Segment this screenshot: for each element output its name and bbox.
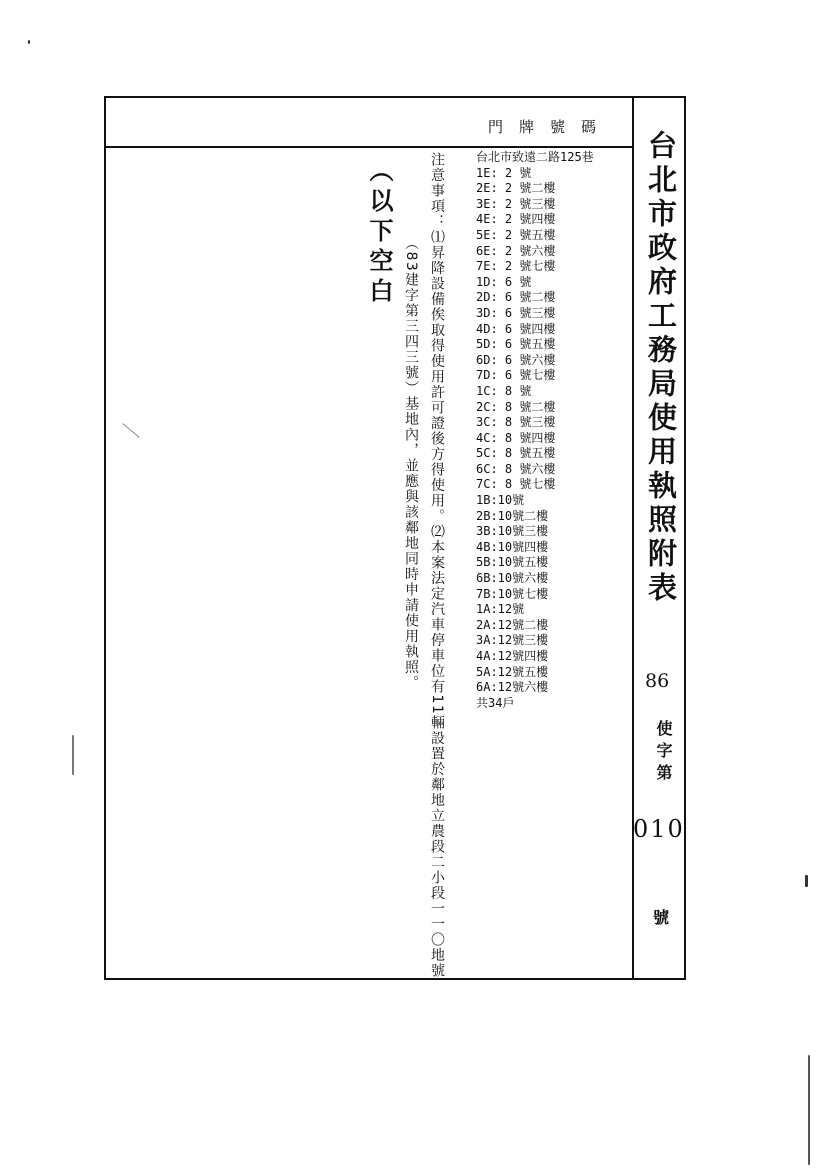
unit-item: 5C: 8 號五樓 xyxy=(476,446,556,461)
unit-item: 1D: 6 號 xyxy=(476,274,532,289)
unit-item: 3B:10號三樓 xyxy=(476,524,549,539)
permit-year: 86 xyxy=(645,670,670,692)
unit-item: 7B:10號七樓 xyxy=(476,586,549,601)
unit-item: 5B:10號五樓 xyxy=(476,555,549,570)
permit-number: 010 xyxy=(633,815,685,843)
title-column-divider xyxy=(632,96,634,980)
scan-speck xyxy=(28,40,30,44)
unit-item: 4B:10號四樓 xyxy=(476,539,549,554)
unit-item: 2E: 2 號二樓 xyxy=(476,181,556,196)
unit-item: 1E: 2 號 xyxy=(476,165,532,180)
unit-item: 1C: 8 號 xyxy=(476,383,532,398)
unit-item: 5A:12號五樓 xyxy=(476,664,549,679)
unit-item: 4E: 2 號四樓 xyxy=(476,212,556,227)
unit-item: 3A:12號三樓 xyxy=(476,633,549,648)
scan-speck xyxy=(72,735,74,775)
house-number-header: 門牌號碼 xyxy=(488,118,613,136)
unit-item: 4C: 8 號四樓 xyxy=(476,430,556,445)
address-block xyxy=(476,150,594,711)
scan-speck xyxy=(805,875,808,887)
unit-item: 5E: 2 號五樓 xyxy=(476,227,556,242)
unit-list xyxy=(476,166,594,696)
notes-main: 注意事項：⑴昇降設備俟取得使用許可證後方得使用。⑵本案法定汽車停車位有11輛設置於鄰地立農段二小段一一〇地號 xyxy=(429,152,445,979)
permit-char: 使字第 xyxy=(654,720,673,786)
unit-item: 1A:12號 xyxy=(476,602,525,617)
street-address: 台北市致遠二路125巷 xyxy=(476,150,594,164)
unit-item: 2B:10號二樓 xyxy=(476,508,549,523)
unit-item: 6C: 8 號六樓 xyxy=(476,461,556,476)
unit-item: 4A:12號四樓 xyxy=(476,649,549,663)
unit-item: 2A:12號二樓 xyxy=(476,617,549,632)
permit-suffix: 號 xyxy=(653,908,670,927)
unit-item: 6A:12號六樓 xyxy=(476,680,549,695)
notes-sub: （83建字第三四三號）基地內，並應與該鄰地同時申請使用執照。 xyxy=(403,236,419,691)
blank-below-mark: （以下空白 xyxy=(365,158,394,308)
unit-item: 2D: 6 號二樓 xyxy=(476,290,556,305)
unit-item: 1B:10號 xyxy=(476,493,525,508)
unit-total: 共34戶 xyxy=(476,695,515,710)
unit-item: 4D: 6 號四樓 xyxy=(476,321,556,336)
scan-speck xyxy=(808,1055,810,1165)
unit-item: 6B:10號六樓 xyxy=(476,571,549,586)
unit-item: 3E: 2 號三樓 xyxy=(476,196,556,211)
unit-item: 3C: 8 號三樓 xyxy=(476,415,556,430)
unit-item: 5D: 6 號五樓 xyxy=(476,337,556,352)
unit-item: 7C: 8 號七樓 xyxy=(476,477,556,492)
unit-item: 6D: 6 號六樓 xyxy=(476,352,556,367)
unit-item: 6E: 2 號六樓 xyxy=(476,243,556,258)
header-divider xyxy=(104,146,633,148)
unit-item: 7E: 2 號七樓 xyxy=(476,259,556,274)
document-title: 台北市政府工務局使用執照附表 xyxy=(644,130,678,606)
unit-item: 7D: 6 號七樓 xyxy=(476,368,556,383)
unit-item: 3D: 6 號三樓 xyxy=(476,305,556,320)
unit-item: 2C: 8 號二樓 xyxy=(476,399,556,414)
